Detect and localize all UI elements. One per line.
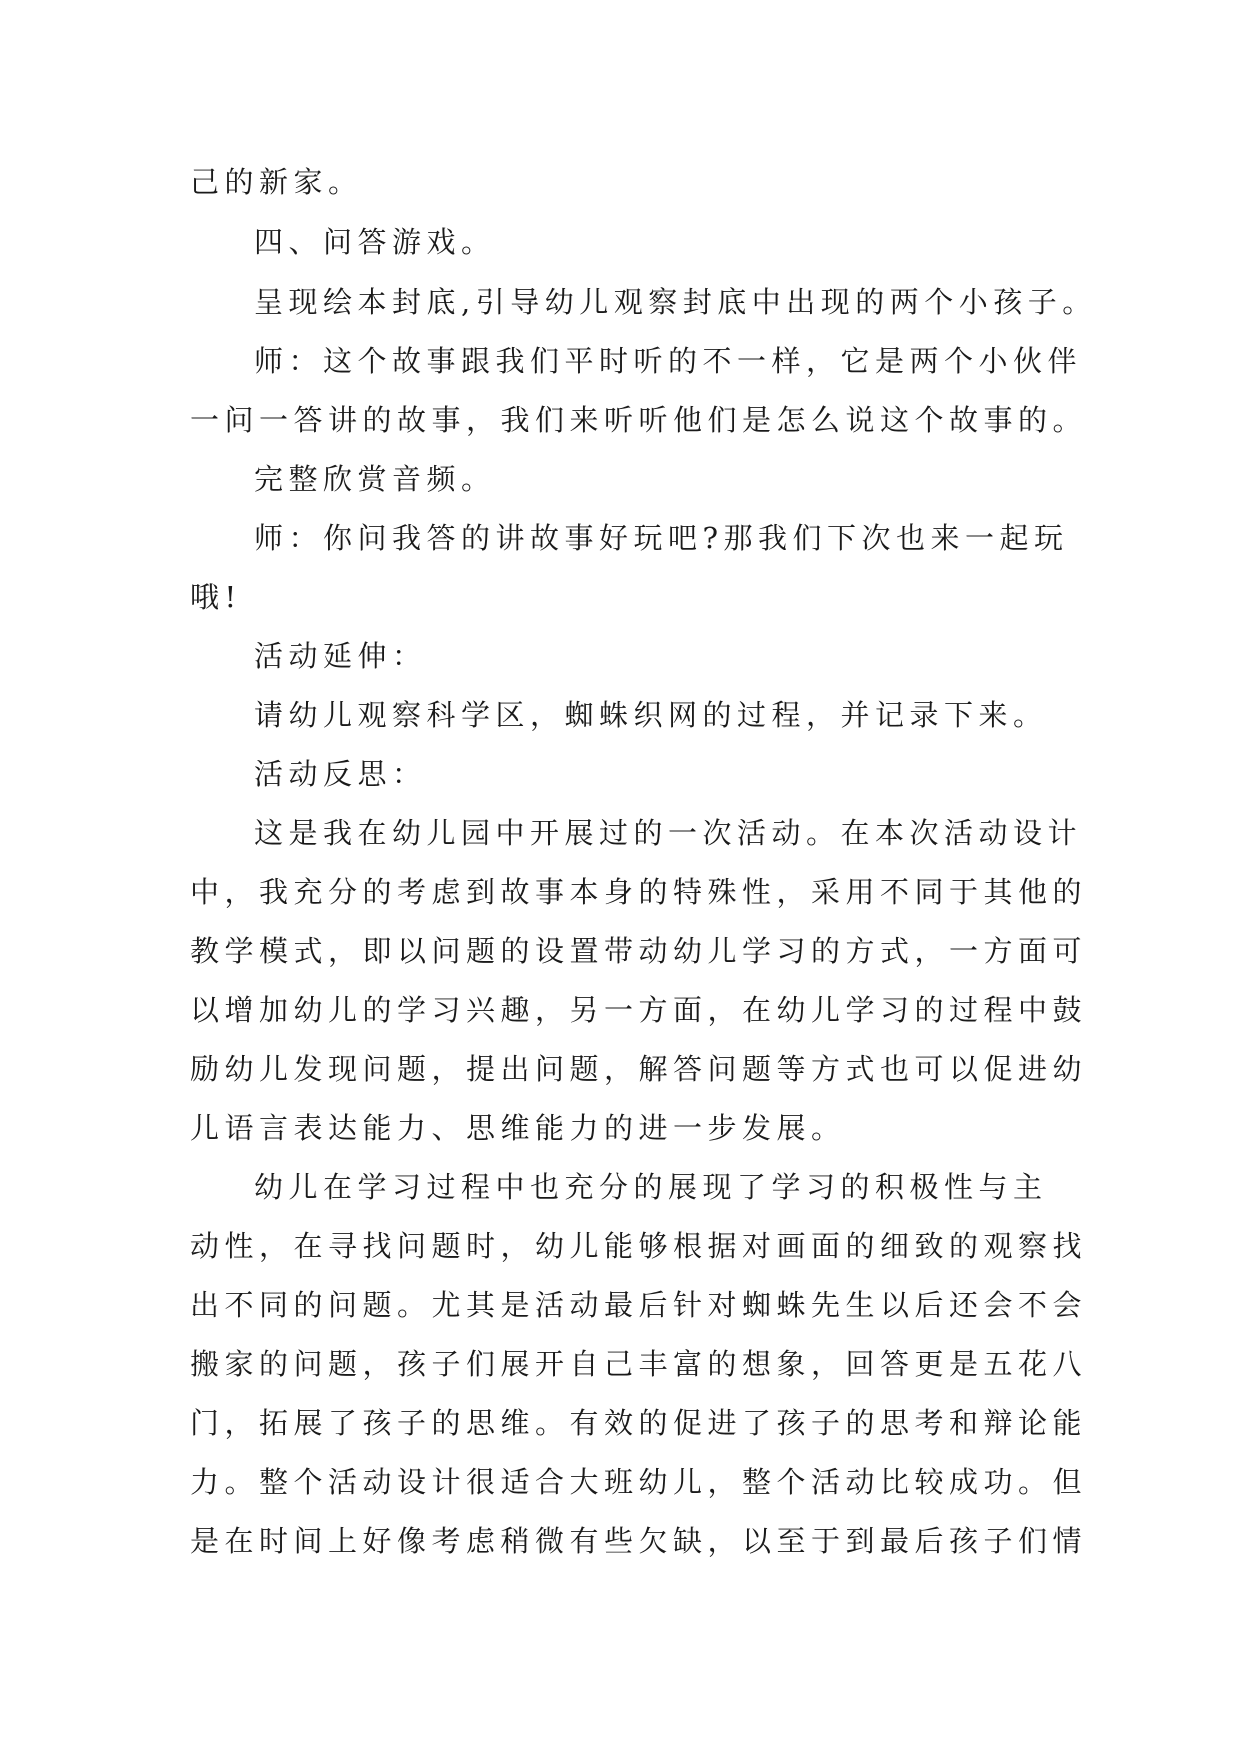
text-line: 儿语言表达能力、思维能力的进一步发展。 <box>190 1111 846 1145</box>
text-line: 幼儿在学习过程中也充分的展现了学习的积极性与主 <box>254 1170 1048 1204</box>
section-heading: 活动反思： <box>254 757 427 791</box>
text-line: 请幼儿观察科学区，蜘蛛织网的过程，并记录下来。 <box>254 698 1048 732</box>
text-line: 搬家的问题，孩子们展开自己丰富的想象，回答更是五花八 <box>190 1347 1088 1381</box>
text-line: 动性，在寻找问题时，幼儿能够根据对画面的细致的观察找 <box>190 1229 1088 1263</box>
text-line: 励幼儿发现问题，提出问题，解答问题等方式也可以促进幼 <box>190 1052 1088 1086</box>
text-line: 完整欣赏音频。 <box>254 462 496 496</box>
text-line: 中，我充分的考虑到故事本身的特殊性，采用不同于其他的 <box>190 875 1088 909</box>
text-line: 出不同的问题。尤其是活动最后针对蜘蛛先生以后还会不会 <box>190 1288 1088 1322</box>
section-heading: 四、问答游戏。 <box>254 225 496 259</box>
text-line: 以增加幼儿的学习兴趣，另一方面，在幼儿学习的过程中鼓 <box>190 993 1088 1027</box>
text-line: 门，拓展了孩子的思维。有效的促进了孩子的思考和辩论能 <box>190 1406 1088 1440</box>
text-line: 哦! <box>190 580 242 614</box>
text-line: 力。整个活动设计很适合大班幼儿，整个活动比较成功。但 <box>190 1465 1088 1499</box>
text-line: 这是我在幼儿园中开展过的一次活动。在本次活动设计 <box>254 816 1083 850</box>
text-line: 师：这个故事跟我们平时听的不一样，它是两个小伙伴 <box>254 344 1083 378</box>
section-heading: 活动延伸： <box>254 639 427 673</box>
text-line: 己的新家。 <box>190 165 363 199</box>
text-line: 教学模式，即以问题的设置带动幼儿学习的方式，一方面可 <box>190 934 1088 968</box>
text-line: 是在时间上好像考虑稍微有些欠缺，以至于到最后孩子们情 <box>190 1524 1088 1558</box>
text-line: 呈现绘本封底,引导幼儿观察封底中出现的两个小孩子。 <box>254 285 1097 319</box>
text-line: 师：你问我答的讲故事好玩吧?那我们下次也来一起玩 <box>254 521 1069 555</box>
text-line: 一问一答讲的故事，我们来听听他们是怎么说这个故事的。 <box>190 403 1088 437</box>
